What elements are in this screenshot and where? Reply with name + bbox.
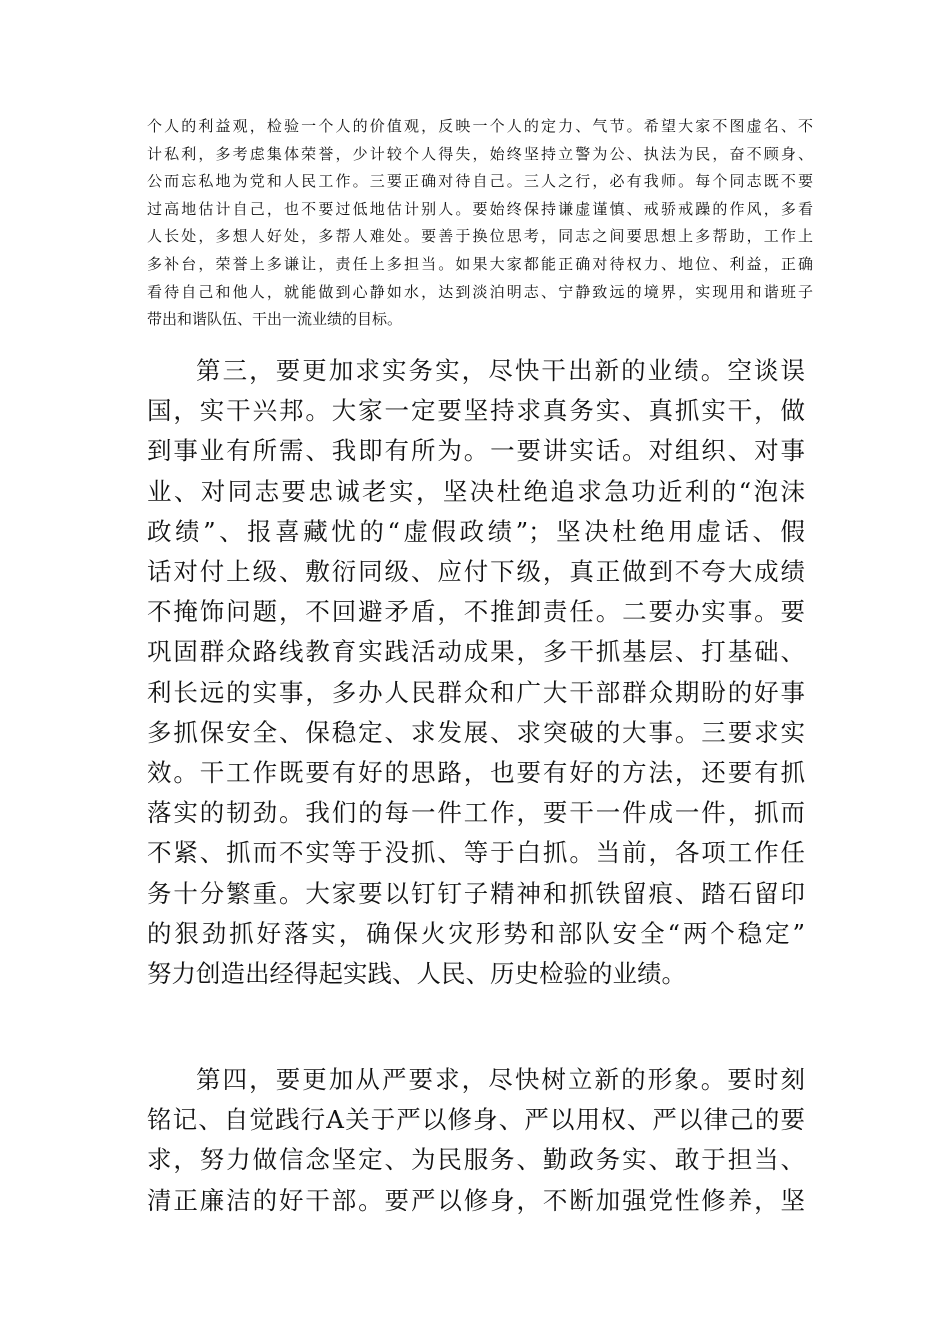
text-line: 利长远的实事，多办人民群众和广大干部群众期盼的好事 xyxy=(147,677,805,707)
text-line: 清正廉洁的好干部。要严以修身，不断加强党性修养，坚 xyxy=(147,1185,805,1215)
text-line: 到事业有所需、我即有所为。一要讲实话。对组织、对事 xyxy=(147,436,805,466)
text-line: 第四，要更加从严要求，尽快树立新的形象。要时刻 xyxy=(196,1065,805,1094)
text-line: 多抓保安全、保稳定、求发展、求突破的大事。三要求实 xyxy=(147,717,805,747)
paragraph-continued xyxy=(147,113,813,334)
paragraph-third xyxy=(147,351,805,994)
text-line: 话对付上级、敷衍同级、应付下级，真正做到不夸大成绩 xyxy=(147,557,805,587)
text-line: 铭记、自觉践行A关于严以修身、严以用权、严以律己的要 xyxy=(147,1105,805,1135)
text-line: 求，努力做信念坚定、为民服务、勤政务实、敢于担当、 xyxy=(147,1145,805,1175)
text-line: 效。干工作既要有好的思路，也要有好的方法，还要有抓 xyxy=(147,758,805,788)
text-line: 务十分繁重。大家要以钉钉子精神和抓铁留痕、踏石留印 xyxy=(147,878,805,908)
text-line: 计私利，多考虑集体荣誉，少计较个人得失，始终坚持立警为公、执法为民，奋不顾身、 xyxy=(147,144,813,163)
text-line: 个人的利益观，检验一个人的价值观，反映一个人的定力、气节。希望大家不图虚名、不 xyxy=(147,117,813,135)
text-line: 政绩”、报喜藏忧的“虚假政绩”；坚决杜绝用虚话、假 xyxy=(147,516,805,546)
text-line: 过高地估计自己，也不要过低地估计别人。要始终保持谦虚谨慎、戒骄戒躁的作风，多看 xyxy=(147,199,813,218)
text-line: 公而忘私地为党和人民工作。三要正确对待自己。三人之行，必有我师。每个同志既不要 xyxy=(147,172,813,191)
text-line: 不紧、抓而不实等于没抓、等于白抓。当前，各项工作任 xyxy=(147,838,805,868)
text-line: 带出和谐队伍、干出一流业绩的目标。 xyxy=(147,310,403,329)
text-line: 多补台，荣誉上多谦让，责任上多担当。如果大家都能正确对待权力、地位、利益，正确 xyxy=(147,254,813,273)
text-line: 人长处，多想人好处，多帮人难处。要善于换位思考，同志之间要思想上多帮助，工作上 xyxy=(147,227,813,246)
text-line: 国，实干兴邦。大家一定要坚持求真务实、真抓实干，做 xyxy=(147,396,805,426)
text-line: 看待自己和他人，就能做到心静如水，达到淡泊明志、宁静致远的境界，实现用和谐班子 xyxy=(147,282,813,301)
text-line: 落实的韧劲。我们的每一件工作，要干一件成一件，抓而 xyxy=(147,798,805,828)
text-line: 业、对同志要忠诚老实，坚决杜绝追求急功近利的“泡沫 xyxy=(147,476,805,506)
text-line: 第三，要更加求实务实，尽快干出新的业绩。空谈误 xyxy=(196,356,805,385)
text-line: 努力创造出经得起实践、人民、历史检验的业绩。 xyxy=(147,959,686,989)
paragraph-fourth xyxy=(147,1060,805,1221)
text-line: 巩固群众路线教育实践活动成果，多干抓基层、打基础、 xyxy=(147,637,805,667)
text-line: 不掩饰问题，不回避矛盾，不推卸责任。二要办实事。要 xyxy=(147,597,805,627)
text-line: 的狠劲抓好落实，确保火灾形势和部队安全“两个稳定” xyxy=(147,918,805,948)
